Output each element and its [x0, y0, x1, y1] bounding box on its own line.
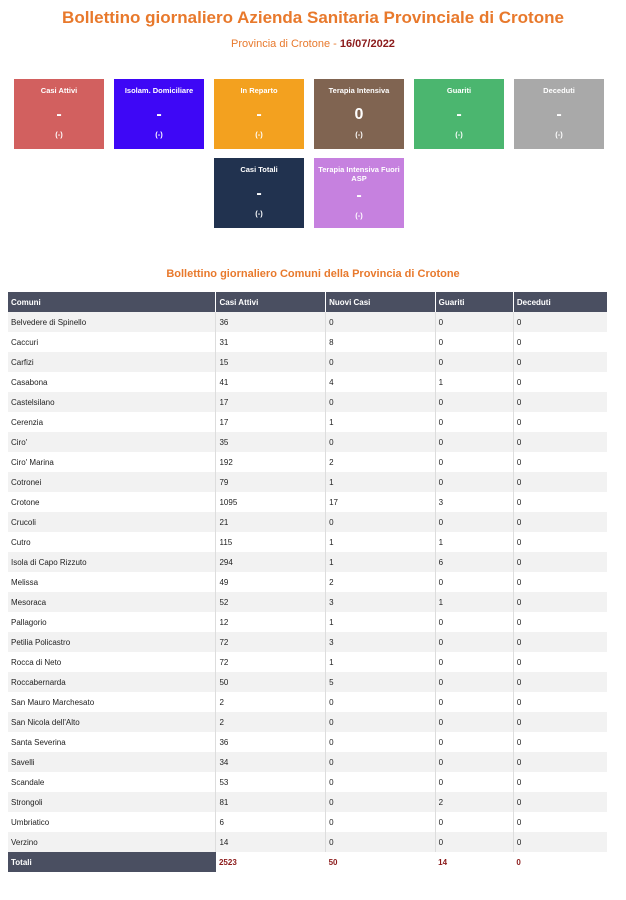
cell-nuovi-casi: 0: [326, 812, 436, 832]
cell-guariti: 0: [435, 512, 513, 532]
cell-comune: Cutro: [8, 532, 216, 552]
table-row: [8, 332, 607, 352]
table-row: [8, 492, 607, 512]
cell-guariti: 0: [435, 432, 513, 452]
cell-guariti: 0: [435, 652, 513, 672]
cell-comune: Umbriatico: [8, 812, 216, 832]
table-row: [8, 432, 607, 452]
cell-deceduti: 0: [513, 532, 607, 552]
cell-casi-attivi: 14: [216, 832, 326, 852]
cell-guariti: 0: [435, 832, 513, 852]
cell-casi-attivi: 36: [216, 732, 326, 752]
cell-comune: Cotronei: [8, 472, 216, 492]
card-value: -: [256, 185, 262, 202]
cell-casi-attivi: 72: [216, 632, 326, 652]
cell-nuovi-casi: 0: [326, 692, 436, 712]
cell-comune: Petilia Policastro: [8, 632, 216, 652]
cell-casi-attivi: 192: [216, 452, 326, 472]
cell-guariti: 0: [435, 352, 513, 372]
cell-nuovi-casi: 2: [326, 572, 436, 592]
card-delta: (-): [355, 130, 363, 139]
card-delta: (-): [255, 209, 263, 218]
totals-nuovi-casi: 50: [326, 852, 436, 872]
card-value: -: [356, 187, 362, 204]
table-row: [8, 532, 607, 552]
cell-nuovi-casi: 0: [326, 392, 436, 412]
cell-casi-attivi: 2: [216, 712, 326, 732]
cell-deceduti: 0: [513, 812, 607, 832]
table-row: [8, 452, 607, 472]
cell-nuovi-casi: 1: [326, 652, 436, 672]
cell-deceduti: 0: [513, 312, 607, 332]
cell-casi-attivi: 115: [216, 532, 326, 552]
card-label: Deceduti: [543, 86, 575, 95]
page-subtitle: [0, 38, 626, 50]
totals-deceduti: 0: [513, 852, 607, 872]
card-delta: (-): [155, 130, 163, 139]
table-row: [8, 692, 607, 712]
cell-guariti: 1: [435, 372, 513, 392]
table-row: [8, 792, 607, 812]
cell-casi-attivi: 50: [216, 672, 326, 692]
table-row: [8, 512, 607, 532]
table-row: [8, 372, 607, 392]
cell-nuovi-casi: 0: [326, 772, 436, 792]
card-delta: (-): [255, 130, 263, 139]
table-row: [8, 392, 607, 412]
cell-deceduti: 0: [513, 492, 607, 512]
cell-casi-attivi: 21: [216, 512, 326, 532]
table-row: [8, 832, 607, 852]
cell-comune: Scandale: [8, 772, 216, 792]
table-row: [8, 472, 607, 492]
cell-casi-attivi: 34: [216, 752, 326, 772]
summary-card-3: [314, 79, 404, 149]
cell-comune: Melissa: [8, 572, 216, 592]
cell-guariti: 3: [435, 492, 513, 512]
card-label: Terapia Intensiva: [328, 86, 390, 95]
cell-deceduti: 0: [513, 572, 607, 592]
cell-guariti: 0: [435, 632, 513, 652]
municipalities-table: [8, 292, 607, 872]
cell-nuovi-casi: 8: [326, 332, 436, 352]
card-label: Casi Attivi: [40, 86, 78, 95]
card-label: Casi Totali: [240, 165, 278, 174]
cell-guariti: 0: [435, 692, 513, 712]
cell-nuovi-casi: 3: [326, 632, 436, 652]
cell-comune: Crucoli: [8, 512, 216, 532]
cell-deceduti: 0: [513, 452, 607, 472]
summary-card-2: [214, 79, 304, 149]
cell-deceduti: 0: [513, 772, 607, 792]
cell-nuovi-casi: 17: [326, 492, 436, 512]
table-header-row: [8, 292, 607, 312]
cell-casi-attivi: 72: [216, 652, 326, 672]
cell-comune: Casabona: [8, 372, 216, 392]
cell-deceduti: 0: [513, 352, 607, 372]
cell-comune: Belvedere di Spinello: [8, 312, 216, 332]
table-row: [8, 752, 607, 772]
cell-deceduti: 0: [513, 732, 607, 752]
cell-comune: San Nicola dell'Alto: [8, 712, 216, 732]
cell-deceduti: 0: [513, 392, 607, 412]
cell-deceduti: 0: [513, 832, 607, 852]
cell-casi-attivi: 1095: [216, 492, 326, 512]
table-row: [8, 352, 607, 372]
cell-casi-attivi: 81: [216, 792, 326, 812]
cell-comune: Ciro' Marina: [8, 452, 216, 472]
cell-nuovi-casi: 2: [326, 452, 436, 472]
table-row: [8, 652, 607, 672]
cell-casi-attivi: 17: [216, 412, 326, 432]
cell-nuovi-casi: 0: [326, 792, 436, 812]
cell-nuovi-casi: 3: [326, 592, 436, 612]
cell-comune: Mesoraca: [8, 592, 216, 612]
cell-guariti: 6: [435, 552, 513, 572]
cell-casi-attivi: 6: [216, 812, 326, 832]
cell-deceduti: 0: [513, 332, 607, 352]
cell-deceduti: 0: [513, 792, 607, 812]
table-row: [8, 632, 607, 652]
summary-card-6: [214, 158, 304, 228]
cell-guariti: 0: [435, 332, 513, 352]
card-value: -: [156, 106, 162, 123]
cell-deceduti: 0: [513, 432, 607, 452]
cell-deceduti: 0: [513, 692, 607, 712]
summary-card-7: [314, 158, 404, 228]
cell-nuovi-casi: 1: [326, 612, 436, 632]
cell-nuovi-casi: 1: [326, 532, 436, 552]
cell-nuovi-casi: 0: [326, 712, 436, 732]
card-label: Guariti: [446, 86, 472, 95]
table-row: [8, 572, 607, 592]
table-row: [8, 672, 607, 692]
cell-deceduti: 0: [513, 632, 607, 652]
card-label: Terapia Intensiva Fuori ASP: [318, 165, 400, 183]
cell-comune: Savelli: [8, 752, 216, 772]
cell-deceduti: 0: [513, 412, 607, 432]
table-row: [8, 712, 607, 732]
cell-comune: Rocca di Neto: [8, 652, 216, 672]
cell-guariti: 0: [435, 412, 513, 432]
card-delta: (-): [555, 130, 563, 139]
table-title: Bollettino giornaliero Comuni della Provincia di Crotone: [166, 268, 460, 280]
table-row: [8, 772, 607, 792]
cell-comune: Verzino: [8, 832, 216, 852]
table-row: [8, 552, 607, 572]
page-title: Bollettino giornaliero Azienda Sanitaria Provinciale di Crotone: [62, 8, 564, 27]
card-delta: (-): [55, 130, 63, 139]
cell-comune: Santa Severina: [8, 732, 216, 752]
cell-nuovi-casi: 0: [326, 432, 436, 452]
cell-comune: Strongoli: [8, 792, 216, 812]
header-deceduti: Deceduti: [513, 292, 607, 312]
cell-guariti: 0: [435, 772, 513, 792]
cell-guariti: 0: [435, 392, 513, 412]
card-value: -: [256, 106, 262, 123]
cell-comune: Castelsilano: [8, 392, 216, 412]
cell-guariti: 0: [435, 612, 513, 632]
cell-deceduti: 0: [513, 552, 607, 572]
cell-casi-attivi: 52: [216, 592, 326, 612]
card-label: In Reparto: [240, 86, 278, 95]
cell-comune: Ciro': [8, 432, 216, 452]
table-row: [8, 732, 607, 752]
bulletin-date: 16/07/2022: [339, 38, 395, 50]
cell-guariti: 0: [435, 672, 513, 692]
cell-nuovi-casi: 0: [326, 832, 436, 852]
cell-guariti: 0: [435, 312, 513, 332]
table-row: [8, 812, 607, 832]
table-row: [8, 312, 607, 332]
cell-casi-attivi: 2: [216, 692, 326, 712]
header-guariti: Guariti: [435, 292, 513, 312]
subtitle-province: Provincia di Crotone -: [231, 38, 340, 50]
cell-nuovi-casi: 1: [326, 552, 436, 572]
cell-comune: Roccabernarda: [8, 672, 216, 692]
cell-deceduti: 0: [513, 372, 607, 392]
cell-casi-attivi: 17: [216, 392, 326, 412]
cell-guariti: 0: [435, 812, 513, 832]
cell-guariti: 0: [435, 572, 513, 592]
summary-card-5: [514, 79, 604, 149]
cell-guariti: 0: [435, 452, 513, 472]
cell-comune: Caccuri: [8, 332, 216, 352]
cell-casi-attivi: 35: [216, 432, 326, 452]
summary-card-1: [114, 79, 204, 149]
cell-nuovi-casi: 0: [326, 512, 436, 532]
cell-deceduti: 0: [513, 752, 607, 772]
summary-card-0: [14, 79, 104, 149]
cell-deceduti: 0: [513, 612, 607, 632]
header-comuni: Comuni: [8, 292, 216, 312]
cell-casi-attivi: 53: [216, 772, 326, 792]
cell-guariti: 0: [435, 752, 513, 772]
cell-deceduti: 0: [513, 712, 607, 732]
totals-label: Totali: [8, 852, 216, 872]
summary-card-4: [414, 79, 504, 149]
header-casi-attivi: Casi Attivi: [216, 292, 326, 312]
cell-comune: San Mauro Marchesato: [8, 692, 216, 712]
cell-guariti: 1: [435, 532, 513, 552]
cell-guariti: 2: [435, 792, 513, 812]
cell-comune: Carfizi: [8, 352, 216, 372]
cell-casi-attivi: 31: [216, 332, 326, 352]
table-row: [8, 612, 607, 632]
cell-deceduti: 0: [513, 592, 607, 612]
cell-guariti: 0: [435, 472, 513, 492]
cell-nuovi-casi: 0: [326, 352, 436, 372]
cell-comune: Cerenzia: [8, 412, 216, 432]
cell-casi-attivi: 36: [216, 312, 326, 332]
cell-casi-attivi: 15: [216, 352, 326, 372]
cell-guariti: 0: [435, 712, 513, 732]
table-row: [8, 592, 607, 612]
cell-casi-attivi: 79: [216, 472, 326, 492]
cell-deceduti: 0: [513, 472, 607, 492]
cell-nuovi-casi: 0: [326, 752, 436, 772]
cell-guariti: 0: [435, 732, 513, 752]
cell-nuovi-casi: 4: [326, 372, 436, 392]
card-value: -: [456, 106, 462, 123]
cell-nuovi-casi: 0: [326, 312, 436, 332]
cell-comune: Pallagorio: [8, 612, 216, 632]
cell-casi-attivi: 41: [216, 372, 326, 392]
card-value: -: [56, 106, 62, 123]
cell-casi-attivi: 294: [216, 552, 326, 572]
card-value: 0: [354, 106, 364, 123]
cell-nuovi-casi: 5: [326, 672, 436, 692]
card-delta: (-): [455, 130, 463, 139]
card-value: -: [556, 106, 562, 123]
card-delta: (-): [355, 211, 363, 220]
cell-nuovi-casi: 1: [326, 472, 436, 492]
totals-guariti: 14: [435, 852, 513, 872]
cell-casi-attivi: 49: [216, 572, 326, 592]
card-label: Isolam. Domiciliare: [124, 86, 194, 95]
cell-deceduti: 0: [513, 672, 607, 692]
cell-comune: Crotone: [8, 492, 216, 512]
totals-casi-attivi: 2523: [216, 852, 326, 872]
totals-row: [8, 852, 607, 872]
cell-casi-attivi: 12: [216, 612, 326, 632]
cell-nuovi-casi: 0: [326, 732, 436, 752]
table-body: [8, 312, 607, 852]
header-nuovi-casi: Nuovi Casi: [326, 292, 436, 312]
cell-deceduti: 0: [513, 652, 607, 672]
cell-nuovi-casi: 1: [326, 412, 436, 432]
cell-guariti: 1: [435, 592, 513, 612]
cell-comune: Isola di Capo Rizzuto: [8, 552, 216, 572]
cell-deceduti: 0: [513, 512, 607, 532]
table-row: [8, 412, 607, 432]
